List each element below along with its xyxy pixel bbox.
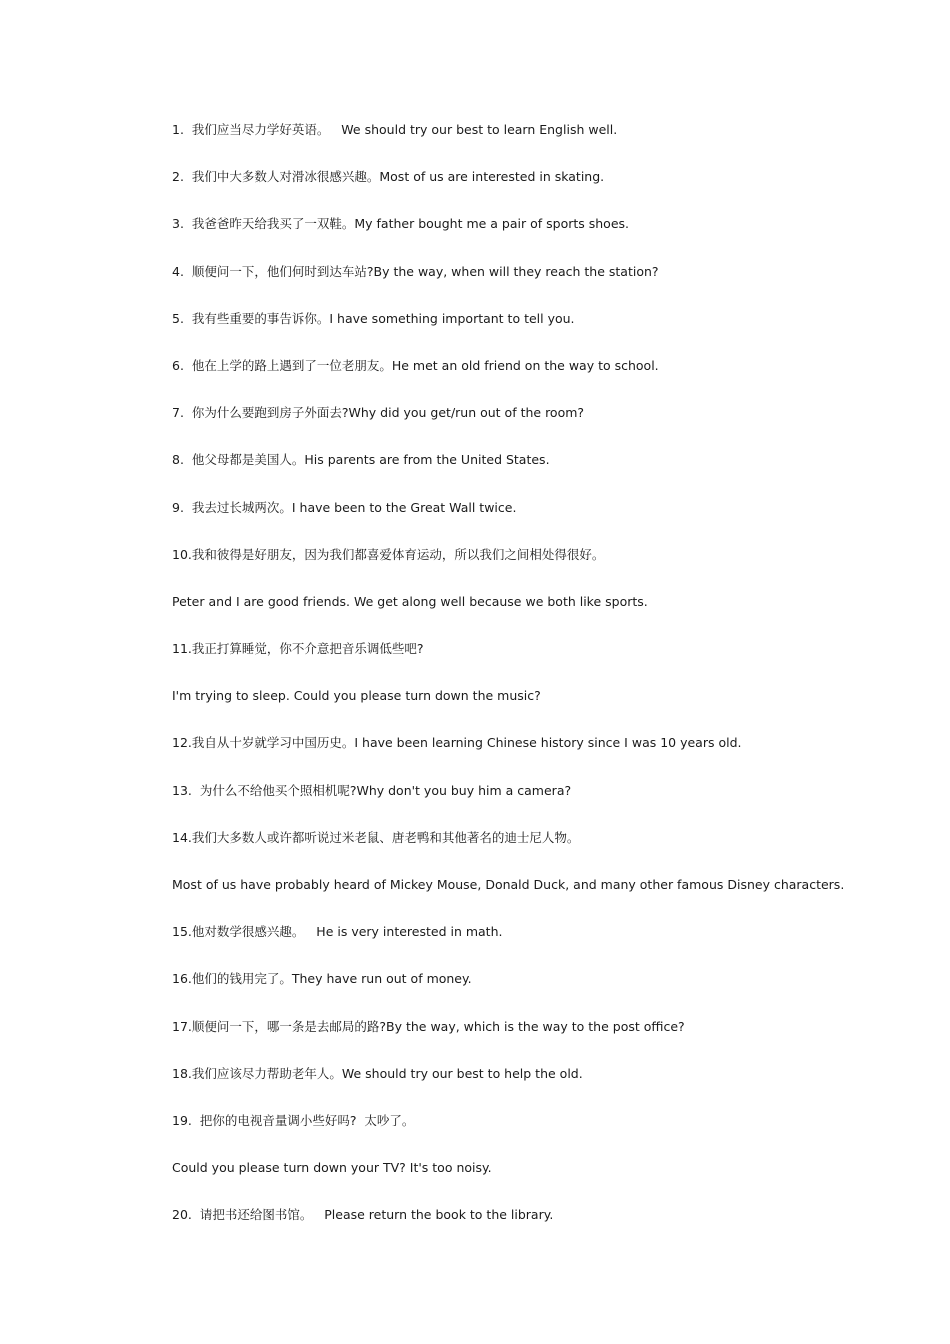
sentence-19-english: Could you please turn down your TV? It's too noisy.: [172, 1160, 492, 1176]
sentence-1-line: 1. 我们应当尽力学好英语。 We should try our best to learn English well.: [172, 122, 618, 137]
sentence-4-line: 4. 顺便问一下，他们何时到达车站?By the way, when will they reach the station?: [172, 263, 659, 279]
sentence-10-english: Peter and I are good friends. We get along well because we both like sports.: [172, 593, 648, 609]
sentence-19-chinese: 19. 把你的电视音量调小些好吗? 太吵了。: [172, 1112, 415, 1128]
sentence-7-line: 7. 你为什么要跑到房子外面去?Why did you get/run out of the room?: [172, 405, 585, 421]
sentence-8-line: 8. 他父母都是美国人。His parents are from the United States.: [172, 452, 550, 468]
sentence-18-line: 18.我们应该尽力帮助老年人。We should try our best to help the old.: [172, 1065, 583, 1081]
sentence-13-line: 13. 为什么不给他买个照相机呢?Why don't you buy him a camera?: [172, 782, 572, 798]
sentence-16-line: 16.他们的钱用完了。They have run out of money.: [172, 971, 472, 987]
sentence-10-chinese: 10.我和彼得是好朋友，因为我们都喜爱体育运动，所以我们之间相处得很好。: [172, 546, 605, 562]
sentence-3-line: 3. 我爸爸昨天给我买了一双鞋。My father bought me a pair of sports shoes.: [172, 216, 630, 232]
sentence-9-line: 9. 我去过长城两次。I have been to the Great Wall twice.: [172, 499, 517, 515]
sentence-15-line: 15.他对数学很感兴趣。 He is very interested in math.: [172, 924, 503, 940]
sentence-14-chinese: 14.我们大多数人或许都听说过米老鼠、唐老鸭和其他著名的迪士尼人物。: [172, 829, 580, 845]
sentence-11-english: I'm trying to sleep. Could you please turn down the music?: [172, 688, 541, 704]
sentence-14-english: Most of us have probably heard of Mickey Mouse, Donald Duck, and many other famous Disney characters.: [172, 877, 845, 892]
sentence-17-line: 17.顺便问一下，哪一条是去邮局的路?By the way, which is the way to the post office?: [172, 1018, 685, 1034]
sentence-12-line: 12.我自从十岁就学习中国历史。I have been learning Chinese history since I was 10 years old.: [172, 735, 742, 751]
sentence-5-line: 5. 我有些重要的事告诉你。I have something important to tell you.: [172, 310, 575, 326]
sentence-6-line: 6. 他在上学的路上遇到了一位老朋友。He met an old friend on the way to school.: [172, 357, 659, 373]
sentence-2-line: 2. 我们中大多数人对滑冰很感兴趣。Most of us are interested in skating.: [172, 169, 605, 185]
document-body: [172, 116, 912, 1249]
sentence-11-chinese: 11.我正打算睡觉，你不介意把音乐调低些吧?: [172, 641, 424, 657]
sentence-20-line: 20. 请把书还给图书馆。 Please return the book to the library.: [172, 1207, 554, 1223]
